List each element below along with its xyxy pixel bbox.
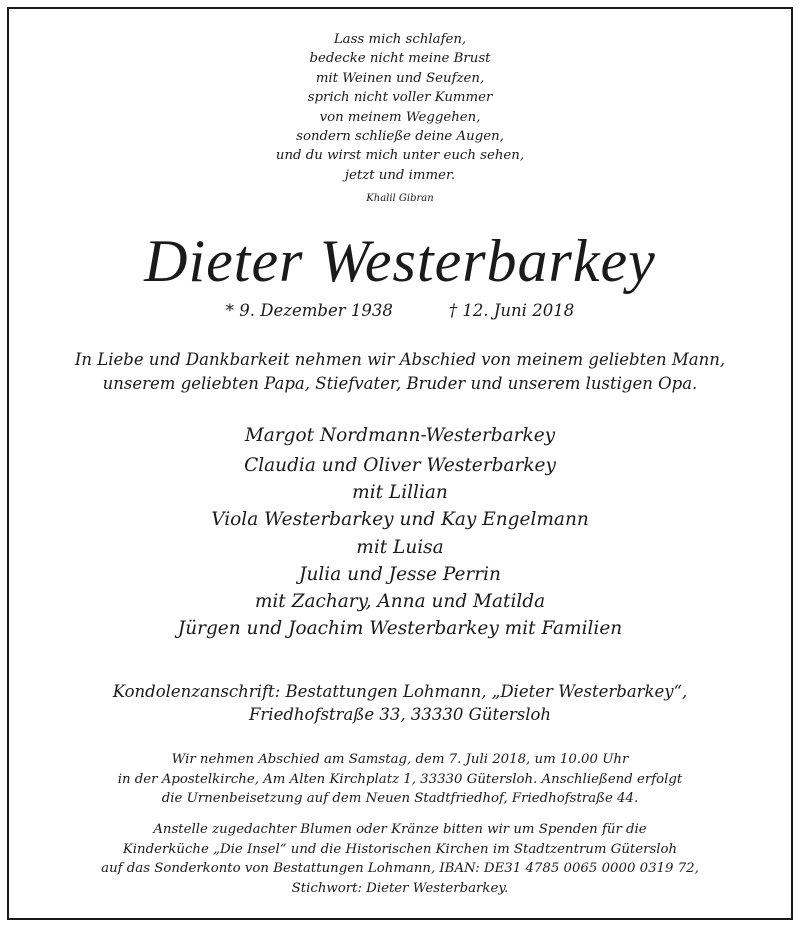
family-member: mit Lillian xyxy=(352,482,448,503)
ceremony-line: in der Apostelkirche, Am Alten Kirchplatz 1, 33330 Gütersloh. Anschließend erfolgt xyxy=(117,771,683,787)
poem-line: und du wirst mich unter euch sehen, xyxy=(275,148,525,164)
address-line: Friedhofstraße 33, 33330 Gütersloh xyxy=(248,705,552,724)
family-member: Viola Westerbarkey und Kay Engelmann xyxy=(211,509,589,530)
poem xyxy=(0,30,800,185)
birth-date: * 9. Dezember 1938 xyxy=(225,301,393,320)
intro-line: unserem geliebten Papa, Stiefvater, Bruder und unserem lustigen Opa. xyxy=(102,374,698,393)
life-dates xyxy=(0,300,800,322)
family-member: Julia und Jesse Perrin xyxy=(299,563,501,585)
family-member: mit Zachary, Anna und Matilda xyxy=(254,591,546,612)
deceased-name: Dieter Westerbarkey xyxy=(144,228,656,294)
family-member: Margot Nordmann-Westerbarkey xyxy=(244,425,556,446)
address-line: Kondolenzanschrift: Bestattungen Lohmann, „Dieter Westerbarkey“, xyxy=(112,682,688,701)
family-member: Claudia und Oliver Westerbarkey xyxy=(244,454,556,476)
farewell-intro xyxy=(0,348,800,396)
donation-line: auf das Sonderkonto von Bestattungen Lohmann, IBAN: DE31 4785 0065 0000 0319 72, xyxy=(101,861,699,876)
donation-line: Anstelle zugedachter Blumen oder Kränze bitten wir um Spenden für die xyxy=(153,822,647,837)
poem-line: bedecke nicht meine Brust xyxy=(309,51,491,67)
family-member: mit Luisa xyxy=(356,536,444,558)
poem-line: jetzt und immer. xyxy=(344,167,456,183)
donation-info xyxy=(0,820,800,898)
donation-line: Stichwort: Dieter Westerbarkey. xyxy=(291,880,509,896)
family-member: Jürgen und Joachim Westerbarkey mit Familien xyxy=(177,618,623,639)
ceremony-line: die Urnenbeisetzung auf dem Neuen Stadtfriedhof, Friedhofstraße 44. xyxy=(161,791,639,806)
death-date: † 12. Juni 2018 xyxy=(448,301,575,320)
family-list xyxy=(0,421,800,644)
poem-line: Lass mich schlafen, xyxy=(333,32,467,47)
poem-author: Khalil Gibran xyxy=(366,193,434,204)
poem-line: sondern schließe deine Augen, xyxy=(296,129,504,145)
poem-line: sprich nicht voller Kummer xyxy=(307,90,493,106)
condolence-address xyxy=(0,680,800,726)
intro-line: In Liebe und Dankbarkeit nehmen wir Abschied von meinem geliebten Mann, xyxy=(74,350,726,369)
donation-line: Kinderküche „Die Insel“ und die Historischen Kirchen im Stadtzentrum Gütersloh xyxy=(122,841,678,857)
ceremony-info xyxy=(0,750,800,809)
ceremony-line: Wir nehmen Abschied am Samstag, dem 7. Juli 2018, um 10.00 Uhr xyxy=(171,752,629,767)
poem-line: mit Weinen und Seufzen, xyxy=(315,70,485,86)
poem-line: von meinem Weggehen, xyxy=(319,109,481,125)
